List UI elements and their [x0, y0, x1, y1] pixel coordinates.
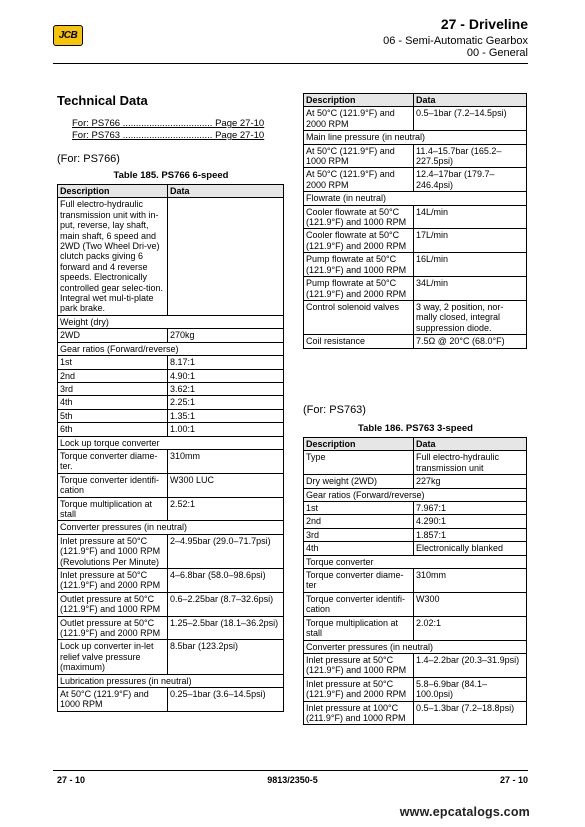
- table-row: [58, 409, 284, 422]
- description-cell: Coil resistance: [304, 335, 414, 348]
- description-cell: 4th: [304, 542, 414, 555]
- data-cell: [168, 198, 284, 315]
- section-label: Converter pressures (in neutral): [58, 521, 284, 534]
- description-cell: Type: [304, 451, 414, 475]
- table-row: [58, 473, 284, 497]
- for-ps766-label: (For: PS766): [57, 153, 120, 165]
- data-cell: 3.62:1: [168, 382, 284, 395]
- table-row: [304, 335, 527, 348]
- description-cell: Inlet pressure at 50°C (121.9°F) and 1000 RPM: [304, 653, 414, 677]
- jcb-logo: [53, 25, 83, 46]
- table-row: [58, 423, 284, 436]
- toc-link-ps763[interactable]: For: PS763 .................................. Page 27-10: [72, 130, 265, 141]
- section-label: Main line pressure (in neutral): [304, 131, 527, 144]
- data-cell: 270kg: [168, 329, 284, 342]
- table-186-caption: Table 186. PS763 3-speed: [358, 423, 473, 434]
- section-label: Gear ratios (Forward/reverse): [58, 342, 284, 355]
- toc-link-ps766[interactable]: For: PS766 .................................. Page 27-10: [72, 118, 265, 129]
- section-label: Gear ratios (Forward/reverse): [304, 488, 527, 501]
- table-row: [304, 616, 527, 640]
- table-row: [304, 502, 527, 515]
- subsection-title: 00 - General: [466, 47, 528, 59]
- description-cell: Torque converter diame-ter: [304, 569, 414, 593]
- description-cell: Pump flowrate at 50°C (121.9°F) and 1000 RPM: [304, 253, 414, 277]
- table-section-row: [304, 555, 527, 568]
- table-section-row: [304, 192, 527, 205]
- table-section-row: [58, 436, 284, 449]
- description-cell: Control solenoid valves: [304, 300, 414, 334]
- description-cell: Pump flowrate at 50°C (121.9°F) and 2000 RPM: [304, 277, 414, 301]
- table-section-row: [58, 674, 284, 687]
- data-cell: W300: [414, 592, 527, 616]
- table-row: [304, 205, 527, 229]
- data-cell: 8.5bar (123.2psi): [168, 640, 284, 674]
- table-row: [304, 528, 527, 541]
- description-cell: Torque multiplication at stall: [58, 497, 168, 521]
- table-row: [304, 168, 527, 192]
- data-cell: 17L/min: [414, 229, 527, 253]
- footer-page-left: 27 - 10: [57, 775, 86, 785]
- footer-page-right: 27 - 10: [499, 775, 528, 785]
- section-label: Lubrication pressures (in neutral): [58, 674, 284, 687]
- table-row: [58, 616, 284, 640]
- column-header-data: Data: [414, 438, 527, 451]
- description-cell: 6th: [58, 423, 168, 436]
- description-cell: 2nd: [304, 515, 414, 528]
- for-ps763-label: (For: PS763): [303, 404, 366, 416]
- data-cell: 4.90:1: [168, 369, 284, 382]
- description-cell: Cooler flowrate at 50°C (121.9°F) and 1000 RPM: [304, 205, 414, 229]
- section-label: Weight (dry): [58, 315, 284, 328]
- table-section-row: [304, 131, 527, 144]
- description-cell: Dry weight (2WD): [304, 475, 414, 488]
- data-cell: 0.5–1.3bar (7.2–18.8psi): [414, 701, 527, 725]
- data-cell: 14L/min: [414, 205, 527, 229]
- data-cell: 12.4–17bar (179.7–246.4psi): [414, 168, 527, 192]
- data-cell: 2–4.95bar (29.0–71.7psi): [168, 534, 284, 568]
- data-cell: 1.35:1: [168, 409, 284, 422]
- description-cell: Cooler flowrate at 50°C (121.9°F) and 2000 RPM: [304, 229, 414, 253]
- section-label: Lock up torque converter: [58, 436, 284, 449]
- section-label: Flowrate (in neutral): [304, 192, 527, 205]
- footer-rule: [53, 770, 528, 771]
- description-cell: Torque converter diame-ter.: [58, 449, 168, 473]
- description-cell: Full electro-hydraulic transmission unit with in-put, reverse, lay shaft, main shaft, 6 speed and 2WD (Two Wheel Dri-ve) clutch packs giving 6 forward and 4 reverse speeds. Electronically controlled gear selec-tion. Integral wet mul-ti-plate park brake.: [58, 198, 168, 315]
- table-row: [58, 369, 284, 382]
- data-cell: 0.6–2.25bar (8.7–32.6psi): [168, 592, 284, 616]
- data-cell: 4.290:1: [414, 515, 527, 528]
- table-section-row: [58, 342, 284, 355]
- table-185-continued: [303, 93, 527, 349]
- data-cell: 227kg: [414, 475, 527, 488]
- table-186: [303, 437, 527, 725]
- data-cell: 0.5–1bar (7.2–14.5psi): [414, 107, 527, 131]
- data-cell: 7.967:1: [414, 502, 527, 515]
- description-cell: Torque multiplication at stall: [304, 616, 414, 640]
- data-cell: 34L/min: [414, 277, 527, 301]
- table-row: [304, 592, 527, 616]
- data-cell: 1.857:1: [414, 528, 527, 541]
- data-cell: 0.25–1bar (3.6–14.5psi): [168, 688, 284, 712]
- table-row: [58, 534, 284, 568]
- data-cell: 5.8–6.9bar (84.1–100.0psi): [414, 677, 527, 701]
- description-cell: Inlet pressure at 50°C (121.9°F) and 2000 RPM: [58, 569, 168, 593]
- description-cell: Outlet pressure at 50°C (121.9°F) and 1000 RPM: [58, 592, 168, 616]
- column-header-data: Data: [414, 94, 527, 107]
- table-section-row: [304, 640, 527, 653]
- description-cell: Outlet pressure at 50°C (121.9°F) and 2000 RPM: [58, 616, 168, 640]
- column-header-data: Data: [168, 185, 284, 198]
- page-title: Technical Data: [57, 93, 148, 108]
- description-cell: At 50°C (121.9°F) and 2000 RPM: [304, 107, 414, 131]
- table-section-row: [58, 521, 284, 534]
- description-cell: Inlet pressure at 50°C (121.9°F) and 1000 RPM (Revolutions Per Minute): [58, 534, 168, 568]
- table-row: [58, 329, 284, 342]
- data-cell: 4–6.8bar (58.0–98.6psi): [168, 569, 284, 593]
- table-row: [58, 688, 284, 712]
- table-row: [304, 542, 527, 555]
- description-cell: 3rd: [304, 528, 414, 541]
- table-row: [58, 382, 284, 395]
- description-cell: 1st: [304, 502, 414, 515]
- data-cell: 1.4–2.2bar (20.3–31.9psi): [414, 653, 527, 677]
- data-cell: 310mm: [414, 569, 527, 593]
- table-row: [304, 653, 527, 677]
- description-cell: 1st: [58, 356, 168, 369]
- data-cell: 2.25:1: [168, 396, 284, 409]
- footer-doc-number: 9813/2350-5: [267, 775, 318, 785]
- description-cell: At 50°C (121.9°F) and 1000 RPM: [58, 688, 168, 712]
- table-row: [304, 569, 527, 593]
- data-cell: 8.17:1: [168, 356, 284, 369]
- table-185: [57, 184, 284, 712]
- description-cell: Inlet pressure at 50°C (121.9°F) and 2000 RPM: [304, 677, 414, 701]
- table-row: [304, 107, 527, 131]
- table-row: [304, 451, 527, 475]
- description-cell: 5th: [58, 409, 168, 422]
- description-cell: 3rd: [58, 382, 168, 395]
- data-cell: Full electro-hydraulic transmission unit: [414, 451, 527, 475]
- table-row: [304, 144, 527, 168]
- section-title: 06 - Semi-Automatic Gearbox: [383, 35, 528, 47]
- column-header-description: Description: [58, 185, 168, 198]
- section-label: Converter pressures (in neutral): [304, 640, 527, 653]
- table-row: [58, 569, 284, 593]
- table-header-row: [304, 94, 527, 107]
- table-row: [304, 475, 527, 488]
- description-cell: At 50°C (121.9°F) and 1000 RPM: [304, 144, 414, 168]
- table-row: [304, 277, 527, 301]
- table-row: [58, 396, 284, 409]
- header-rule: [53, 63, 528, 64]
- table-row: [304, 229, 527, 253]
- data-cell: 310mm: [168, 449, 284, 473]
- table-section-row: [58, 315, 284, 328]
- description-cell: Lock up converter in-let relief valve pressure (maximum): [58, 640, 168, 674]
- table-section-row: [304, 488, 527, 501]
- data-cell: 1.25–2.5bar (18.1–36.2psi): [168, 616, 284, 640]
- description-cell: 2nd: [58, 369, 168, 382]
- table-row: [304, 701, 527, 725]
- data-cell: Electronically blanked: [414, 542, 527, 555]
- table-row: [304, 677, 527, 701]
- table-row: [58, 592, 284, 616]
- table-row: [304, 253, 527, 277]
- table-row: [58, 356, 284, 369]
- description-cell: Inlet pressure at 100°C (211.9°F) and 1000 RPM: [304, 701, 414, 725]
- data-cell: 2.52:1: [168, 497, 284, 521]
- data-cell: 2.02:1: [414, 616, 527, 640]
- table-row: [58, 449, 284, 473]
- data-cell: 11.4–15.7bar (165.2–227.5psi): [414, 144, 527, 168]
- table-row: [58, 497, 284, 521]
- table-header-row: [58, 185, 284, 198]
- data-cell: W300 LUC: [168, 473, 284, 497]
- data-cell: 3 way, 2 position, nor-mally closed, integral suppression diode.: [414, 300, 527, 334]
- watermark: www.epcatalogs.com: [399, 805, 530, 819]
- logo-text: JCB: [58, 30, 78, 41]
- chapter-title: 27 - Driveline: [440, 16, 528, 32]
- description-cell: Torque converter identifi-cation: [304, 592, 414, 616]
- column-header-description: Description: [304, 438, 414, 451]
- data-cell: 16L/min: [414, 253, 527, 277]
- section-label: Torque converter: [304, 555, 527, 568]
- column-header-description: Description: [304, 94, 414, 107]
- data-cell: 7.5Ω @ 20°C (68.0°F): [414, 335, 527, 348]
- table-row: [58, 640, 284, 674]
- table-row: [304, 515, 527, 528]
- description-cell: 2WD: [58, 329, 168, 342]
- table-row: [58, 198, 284, 315]
- table-header-row: [304, 438, 527, 451]
- description-cell: Torque converter identifi-cation: [58, 473, 168, 497]
- description-cell: 4th: [58, 396, 168, 409]
- table-row: [304, 300, 527, 334]
- table-185-caption: Table 185. PS766 6-speed: [113, 170, 229, 181]
- description-cell: At 50°C (121.9°F) and 2000 RPM: [304, 168, 414, 192]
- data-cell: 1.00:1: [168, 423, 284, 436]
